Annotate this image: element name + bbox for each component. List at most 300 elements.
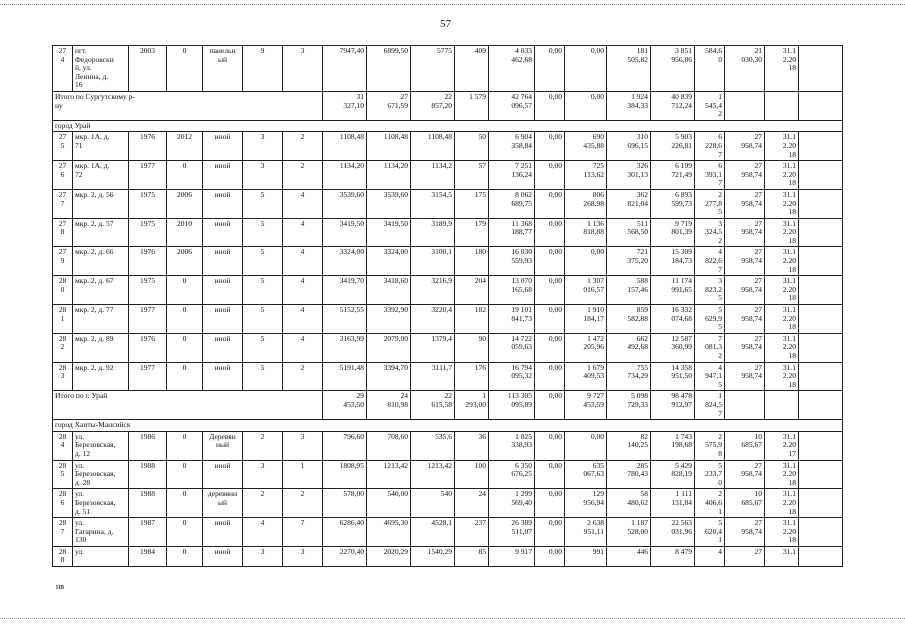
table-cell: 3189,9 — [411, 218, 455, 247]
table-cell: 11 174 991,65 — [651, 276, 695, 305]
table-cell: 21 030,30 — [725, 46, 765, 92]
table-cell: 5191,48 — [323, 362, 367, 391]
table-cell: иной — [203, 546, 243, 566]
table-cell: 6 228,6 7 — [695, 132, 725, 161]
total-label: Итого по Сургутскому р- ну — [53, 91, 323, 120]
table-cell: 0,00 — [535, 362, 565, 391]
table-cell: 7 — [283, 518, 323, 547]
table-cell: мкр. 2, д. 89 — [73, 333, 129, 362]
table-cell: иной — [203, 161, 243, 190]
table-cell: 31.1 2.20 18 — [765, 460, 799, 489]
table-cell: Деревян ный — [203, 431, 243, 460]
table-cell: 3 — [243, 161, 283, 190]
table-cell — [799, 460, 843, 489]
table-cell: иной — [203, 305, 243, 334]
table-cell: 27 958,74 — [725, 247, 765, 276]
table-cell: 3 — [283, 46, 323, 92]
table-cell: 326 301,13 — [607, 161, 651, 190]
table-row — [53, 489, 843, 518]
table-cell: 27 958,74 — [725, 276, 765, 305]
table-cell: 1 187 528,00 — [607, 518, 651, 547]
table-cell: мкр. 1А, д. 72 — [73, 161, 129, 190]
table-cell: иной — [203, 132, 243, 161]
table-cell: 237 — [455, 518, 489, 547]
table-cell: 5 098 729,33 — [607, 391, 651, 420]
table-cell: 0,00 — [565, 247, 607, 276]
table-cell: 1 743 198,68 — [651, 431, 695, 460]
table-cell — [799, 132, 843, 161]
scan-bottom-edge — [0, 618, 905, 619]
table-cell: 1134,20 — [323, 161, 367, 190]
table-cell: 0 — [167, 518, 203, 547]
table-cell: 2 638 951,11 — [565, 518, 607, 547]
table-cell: 90 — [455, 333, 489, 362]
table-row — [53, 46, 843, 92]
table-cell: мкр. 2, д. 77 — [73, 305, 129, 334]
table-cell: 0,00 — [535, 247, 565, 276]
table-cell: 6 904 358,84 — [489, 132, 535, 161]
table-cell: 0,00 — [535, 91, 565, 120]
table-cell: 2 406,6 1 — [695, 489, 725, 518]
table-cell: 755 734,29 — [607, 362, 651, 391]
table-cell: 29 453,50 — [323, 391, 367, 420]
table-cell: 0,00 — [535, 46, 565, 92]
table-cell: 1 — [283, 460, 323, 489]
table-cell: 5 — [243, 362, 283, 391]
table-cell: 27 7 — [53, 189, 73, 218]
table-cell: мкр. 2, д. 57 — [73, 218, 129, 247]
table-cell: 31.1 2.20 18 — [765, 46, 799, 92]
table-cell: иной — [203, 460, 243, 489]
table-cell: мкр. 1А, д. 71 — [73, 132, 129, 161]
table-cell: 1 679 409,53 — [565, 362, 607, 391]
table-cell: 0,00 — [535, 518, 565, 547]
table-cell: 1134,2 — [411, 161, 455, 190]
table-cell: 2270,40 — [323, 546, 367, 566]
table-cell: 0,00 — [535, 132, 565, 161]
table-cell: 0,00 — [535, 460, 565, 489]
table-cell: 5 — [243, 333, 283, 362]
table-cell: 3111,7 — [411, 362, 455, 391]
table-cell: 31.1 2.20 18 — [765, 247, 799, 276]
table-cell: 28 2 — [53, 333, 73, 362]
table-cell: 690 435,88 — [565, 132, 607, 161]
table-cell: 662 492,68 — [607, 333, 651, 362]
table-cell: 4 — [283, 305, 323, 334]
table-cell — [799, 218, 843, 247]
table-cell: 1976 — [129, 247, 167, 276]
table-cell: 9 917 — [489, 546, 535, 566]
table-cell: 27 958,74 — [725, 218, 765, 247]
total-label: Итого по г. Урай — [53, 391, 323, 420]
table-cell: 3392,90 — [367, 305, 411, 334]
table-cell — [799, 276, 843, 305]
table-cell: 6 893 599,73 — [651, 189, 695, 218]
table-cell: 3419,70 — [323, 276, 367, 305]
table-cell: 11 368 188,77 — [489, 218, 535, 247]
table-cell: ул. Березовская, д. 12 — [73, 431, 129, 460]
table-cell: 16 030 559,93 — [489, 247, 535, 276]
table-cell — [799, 91, 843, 120]
table-cell: 27 4 — [53, 46, 73, 92]
table-cell: 5 429 828,19 — [651, 460, 695, 489]
table-cell — [799, 161, 843, 190]
table-cell: 28 6 — [53, 489, 73, 518]
table-cell: 28 0 — [53, 276, 73, 305]
table-cell: 1 545,4 2 — [695, 91, 725, 120]
table-cell: 5 — [243, 305, 283, 334]
table-cell: 0,00 — [535, 218, 565, 247]
table-cell: 1379,4 — [411, 333, 455, 362]
table-cell: 181 505,82 — [607, 46, 651, 92]
table-cell: 588 157,46 — [607, 276, 651, 305]
table-cell: 4 947,1 5 — [695, 362, 725, 391]
table-row — [53, 333, 843, 362]
table-cell: 28 1 — [53, 305, 73, 334]
table-cell — [799, 431, 843, 460]
table-cell: 16 794 095,32 — [489, 362, 535, 391]
table-cell: 1 924 384,33 — [607, 91, 651, 120]
table-cell: панельн ый — [203, 46, 243, 92]
table-cell — [799, 305, 843, 334]
table-cell: 1808,95 — [323, 460, 367, 489]
table-cell: 3324,00 — [323, 247, 367, 276]
table-cell: 511 568,50 — [607, 218, 651, 247]
table-cell: 0,00 — [535, 431, 565, 460]
table-cell: 1 299 569,40 — [489, 489, 535, 518]
table-cell: 27 958,74 — [725, 518, 765, 547]
table-cell: 98 478 912,97 — [651, 391, 695, 420]
page-number: 57 — [440, 18, 451, 30]
table-cell: 362 821,04 — [607, 189, 651, 218]
table-cell: 1988 — [129, 489, 167, 518]
table-cell: иной — [203, 518, 243, 547]
table-cell: 28 3 — [53, 362, 73, 391]
city-header-row — [53, 120, 843, 132]
table-cell: 22 615,58 — [411, 391, 455, 420]
table-cell: 3 — [243, 460, 283, 489]
table-cell: 16 332 074,68 — [651, 305, 695, 334]
table-cell: 57 — [455, 161, 489, 190]
table-cell: 2 — [283, 132, 323, 161]
table-cell: иной — [203, 276, 243, 305]
table-cell: 5 233,7 0 — [695, 460, 725, 489]
table-cell: 31.1 2.20 18 — [765, 132, 799, 161]
table-cell: 113 305 095,89 — [489, 391, 535, 420]
table-cell: 27 958,74 — [725, 362, 765, 391]
table-cell: 1 136 818,88 — [565, 218, 607, 247]
scan-top-edge — [0, 4, 905, 5]
table-cell: 4 — [283, 276, 323, 305]
table-cell: 285 780,43 — [607, 460, 651, 489]
table-cell: 0 — [167, 431, 203, 460]
table-cell: 176 — [455, 362, 489, 391]
table-cell: 31.1 2.20 18 — [765, 161, 799, 190]
table-cell: 3 — [283, 431, 323, 460]
table-cell: 7 081,3 2 — [695, 333, 725, 362]
table-cell: 5 — [243, 276, 283, 305]
table-cell: 5 620,4 1 — [695, 518, 725, 547]
table-cell — [799, 391, 843, 420]
table-cell: 2012 — [167, 132, 203, 161]
table-cell: 0,00 — [535, 546, 565, 566]
table-cell: 0,00 — [535, 333, 565, 362]
table-row — [53, 132, 843, 161]
table-cell: иной — [203, 247, 243, 276]
table-cell: 0,00 — [565, 431, 607, 460]
table-cell: 28 4 — [53, 431, 73, 460]
table-cell — [799, 46, 843, 92]
table-cell: 1540,29 — [411, 546, 455, 566]
table-cell: 2020,29 — [367, 546, 411, 566]
table-cell: 0 — [167, 460, 203, 489]
table-cell: 1987 — [129, 518, 167, 547]
table-cell: 1 579 — [455, 91, 489, 120]
table-cell: 1977 — [129, 305, 167, 334]
table-cell: 28 8 — [53, 546, 73, 566]
table-cell: 85 — [455, 546, 489, 566]
table-cell: 3539,60 — [323, 189, 367, 218]
table-cell: 3 — [243, 546, 283, 566]
table-cell: 1 111 131,84 — [651, 489, 695, 518]
table-cell: 3324,00 — [367, 247, 411, 276]
table-cell: 3419,50 — [323, 218, 367, 247]
table-cell: 8 062 689,75 — [489, 189, 535, 218]
table-cell: деревянн ый — [203, 489, 243, 518]
table-cell: 1975 — [129, 189, 167, 218]
city-header-row — [53, 420, 843, 432]
table-cell: 31.1 2.20 18 — [765, 489, 799, 518]
table-cell: 3163,99 — [323, 333, 367, 362]
table-cell: 4 — [243, 518, 283, 547]
table-cell: 3220,4 — [411, 305, 455, 334]
table-cell: мкр. 2, д. 56 — [73, 189, 129, 218]
table-cell: 24 — [455, 489, 489, 518]
table-cell: 5 629,9 5 — [695, 305, 725, 334]
table-cell: 1977 — [129, 362, 167, 391]
table-cell — [799, 489, 843, 518]
table-cell: 1976 — [129, 333, 167, 362]
table-row — [53, 189, 843, 218]
table-cell: 2003 — [129, 46, 167, 92]
table-cell — [725, 91, 765, 120]
table-row — [53, 362, 843, 391]
table-cell: 180 — [455, 247, 489, 276]
table-cell: 0 — [167, 546, 203, 566]
city-header: город Ханты-Мансийск — [53, 420, 843, 432]
table-cell — [799, 546, 843, 566]
table-row — [53, 305, 843, 334]
table-cell: 27 958,74 — [725, 189, 765, 218]
table-cell — [799, 189, 843, 218]
table-cell: 3418,60 — [367, 276, 411, 305]
table-cell: 3 823,2 5 — [695, 276, 725, 305]
table-cell: 28 7 — [53, 518, 73, 547]
table-cell — [799, 518, 843, 547]
table-cell: 635 067,63 — [565, 460, 607, 489]
table-cell: 27 958,74 — [725, 333, 765, 362]
table-cell: 22 857,20 — [411, 91, 455, 120]
table-cell: 6 393,1 7 — [695, 161, 725, 190]
total-row — [53, 91, 843, 120]
table-cell: 1213,42 — [411, 460, 455, 489]
table-cell: 0 — [167, 489, 203, 518]
table-cell: 31.1 — [765, 546, 799, 566]
table-row — [53, 518, 843, 547]
table-cell: ул. Березовская, д. 28 — [73, 460, 129, 489]
table-cell: мкр. 2, д. 67 — [73, 276, 129, 305]
table-cell: 22 563 031,96 — [651, 518, 695, 547]
table-cell: 3394,70 — [367, 362, 411, 391]
table-cell: иной — [203, 333, 243, 362]
table-cell: 31.1 2.20 18 — [765, 305, 799, 334]
table-cell: 42 764 096,57 — [489, 91, 535, 120]
table-cell: 409 — [455, 46, 489, 92]
table-cell — [799, 362, 843, 391]
table-cell: 5 — [243, 247, 283, 276]
table-cell: 175 — [455, 189, 489, 218]
table-cell: 725 113,62 — [565, 161, 607, 190]
table-cell: 31.1 2.20 18 — [765, 189, 799, 218]
table-cell: 9 719 801,39 — [651, 218, 695, 247]
table-cell: 3216,9 — [411, 276, 455, 305]
table-cell: 179 — [455, 218, 489, 247]
table-cell: 58 480,62 — [607, 489, 651, 518]
table-row — [53, 546, 843, 566]
table-cell: мкр. 2, д. 92 — [73, 362, 129, 391]
table-cell: 1134,20 — [367, 161, 411, 190]
table-cell: 0 — [167, 276, 203, 305]
table-body — [53, 46, 843, 567]
table-cell: 0,00 — [565, 91, 607, 120]
footer-mark: нв — [56, 582, 65, 591]
table-cell: 1 293,00 — [455, 391, 489, 420]
table-cell: 27 9 — [53, 247, 73, 276]
table-cell — [725, 391, 765, 420]
table-cell: 5 903 226,81 — [651, 132, 695, 161]
table-cell: 4 — [283, 247, 323, 276]
table-cell: 10 685,67 — [725, 431, 765, 460]
table-cell: 2 — [283, 489, 323, 518]
table-cell: 10 685,67 — [725, 489, 765, 518]
table-cell — [799, 333, 843, 362]
table-cell — [765, 91, 799, 120]
table-cell: 31.1 2.20 18 — [765, 362, 799, 391]
table-cell: 806 268,98 — [565, 189, 607, 218]
table-cell: 129 956,94 — [565, 489, 607, 518]
table-cell: 3100,1 — [411, 247, 455, 276]
table-cell: 0,00 — [535, 391, 565, 420]
table-cell: 446 — [607, 546, 651, 566]
table-cell: 5 — [243, 189, 283, 218]
table-cell: 2 — [243, 431, 283, 460]
table-cell: 1 307 016,57 — [565, 276, 607, 305]
table-cell: 3 — [283, 546, 323, 566]
table-cell: 1108,48 — [367, 132, 411, 161]
table-cell: 2006 — [167, 189, 203, 218]
table-row — [53, 218, 843, 247]
table-cell: иной — [203, 189, 243, 218]
table-cell: 82 140,25 — [607, 431, 651, 460]
table-cell: 535,6 — [411, 431, 455, 460]
table-row — [53, 276, 843, 305]
table-cell: 0,00 — [535, 276, 565, 305]
table-cell: 4528,1 — [411, 518, 455, 547]
table-cell: 0,00 — [535, 189, 565, 218]
table-cell: 0 — [167, 305, 203, 334]
table-cell: 204 — [455, 276, 489, 305]
table-cell: 14 358 951,50 — [651, 362, 695, 391]
table-cell: 3154,5 — [411, 189, 455, 218]
table-cell: 27 958,74 — [725, 305, 765, 334]
table-cell: 6899,50 — [367, 46, 411, 92]
table-cell: 13 070 165,68 — [489, 276, 535, 305]
table-cell: 12 587 360,99 — [651, 333, 695, 362]
table-cell: 1975 — [129, 218, 167, 247]
table-cell: 1984 — [129, 546, 167, 566]
table-cell: 310 696,15 — [607, 132, 651, 161]
table-cell: 1976 — [129, 132, 167, 161]
table-cell: ул. — [73, 546, 129, 566]
table-cell: 2 — [243, 489, 283, 518]
table-cell: 5775 — [411, 46, 455, 92]
table-cell: 2 — [283, 161, 323, 190]
table-cell: 3 324,5 2 — [695, 218, 725, 247]
table-cell: 31.1 2.20 18 — [765, 518, 799, 547]
table-cell: 9 727 453,59 — [565, 391, 607, 420]
table-cell: иной — [203, 362, 243, 391]
table-cell: 3419,50 — [367, 218, 411, 247]
table-cell: 2006 — [167, 247, 203, 276]
table-cell: 0,00 — [535, 161, 565, 190]
table-cell: 859 582,88 — [607, 305, 651, 334]
table-cell: 1 472 205,96 — [565, 333, 607, 362]
table-cell: 1977 — [129, 161, 167, 190]
table-cell: 1988 — [129, 460, 167, 489]
table-cell: 708,60 — [367, 431, 411, 460]
table-cell: 0,00 — [565, 46, 607, 92]
table-cell: 7947,40 — [323, 46, 367, 92]
table-cell: 31.1 2.20 18 — [765, 333, 799, 362]
table-cell — [765, 391, 799, 420]
table-cell: 3539,60 — [367, 189, 411, 218]
table-cell: 2079,00 — [367, 333, 411, 362]
table-cell: 24 810,98 — [367, 391, 411, 420]
table-cell: 27 958,74 — [725, 460, 765, 489]
table-cell: 2 575,9 8 — [695, 431, 725, 460]
table-cell: 1975 — [129, 276, 167, 305]
table-cell: 40 839 712,24 — [651, 91, 695, 120]
table-cell: 36 — [455, 431, 489, 460]
table-cell: 1108,48 — [323, 132, 367, 161]
table-cell: 50 — [455, 132, 489, 161]
table-cell: 19 101 841,73 — [489, 305, 535, 334]
table-cell: 31.1 2.20 18 — [765, 276, 799, 305]
table-cell: 0 — [167, 333, 203, 362]
table-cell: ул. Березовская, д. 51 — [73, 489, 129, 518]
table-cell: 27 8 — [53, 218, 73, 247]
table-cell: 6 350 676,25 — [489, 460, 535, 489]
table-cell: 5 — [243, 218, 283, 247]
table-cell: 8 479 — [651, 546, 695, 566]
table-cell: 14 722 059,63 — [489, 333, 535, 362]
table-cell: 27 6 — [53, 161, 73, 190]
table-cell: 27 958,74 — [725, 132, 765, 161]
table-cell: 3 — [243, 132, 283, 161]
table-cell: 27 — [725, 546, 765, 566]
table-cell: 991 — [565, 546, 607, 566]
table-cell: 4 033 462,68 — [489, 46, 535, 92]
